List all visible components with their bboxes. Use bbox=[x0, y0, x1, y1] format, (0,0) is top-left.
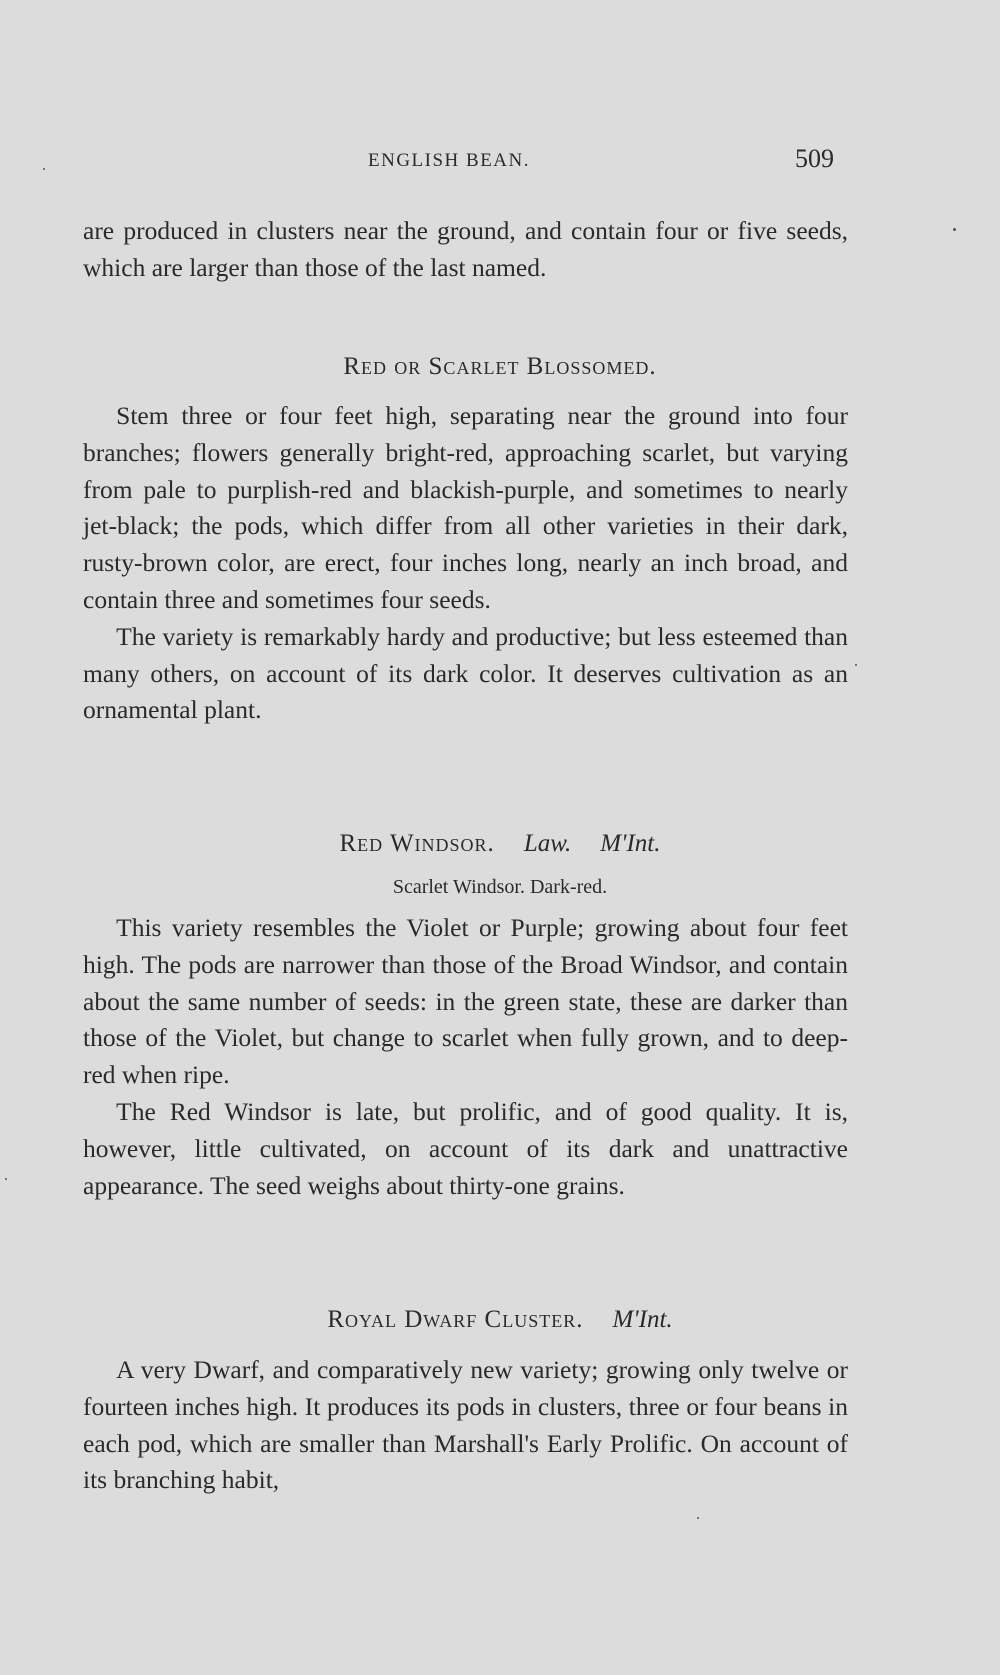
print-speck bbox=[43, 168, 45, 170]
authority: M'Int. bbox=[600, 830, 661, 857]
section-heading-red-scarlet bbox=[0, 353, 1000, 381]
paragraph: The variety is remarkably hardy and productive; but less esteemed than many others, on account of its dark color. It deserves cultivation as an ornamental plant. bbox=[83, 621, 848, 725]
continuation-paragraph: are produced in clusters near the ground, and contain four or five seeds, which are larger than those of the last named. bbox=[83, 216, 848, 282]
authority: Law. bbox=[523, 830, 572, 857]
page-number: 509 bbox=[795, 144, 834, 173]
continuation-block bbox=[83, 213, 848, 287]
section-title: Royal Dwarf Cluster. bbox=[327, 1306, 584, 1333]
paragraph: Stem three or four feet high, separating near the ground into four branches; flowers generally bright-red, approaching scarlet, but varying from pale to purplish-red and blackish-purple, and sometimes to nearly jet-black; the pods, which differ from all other varieties in their dark, rusty-brown color, are erect, four inches long, nearly an inch broad, and contain three and sometimes four seeds. bbox=[83, 401, 848, 614]
running-title: ENGLISH BEAN. bbox=[368, 150, 530, 171]
paragraph: This variety resembles the Violet or Purple; growing about four feet high. The pods are narrower than those of the Broad Windsor, and contain about the same number of seeds: in the green state, these are darker than those of the Violet, but change to scarlet when fully grown, and to deep-red when ripe. bbox=[83, 913, 848, 1090]
paragraph: A very Dwarf, and comparatively new variety; growing only twelve or fourteen inches high. It produces its pods in clusters, three or four beans in each pod, which are smaller than Marshall's Early Prolific. On account of its branching habit, bbox=[83, 1355, 848, 1495]
section-body-royal-dwarf bbox=[83, 1352, 848, 1499]
section-title: Red or Scarlet Blossomed. bbox=[343, 353, 657, 380]
section-title: Red Windsor. bbox=[339, 830, 495, 857]
print-speck bbox=[855, 664, 857, 666]
synonyms-red-windsor: Scarlet Windsor. Dark-red. bbox=[392, 876, 608, 898]
print-speck bbox=[953, 228, 956, 231]
print-speck bbox=[5, 1178, 7, 1180]
paragraph: The Red Windsor is late, but prolific, and of good quality. It is, however, little cultivated, on account of its dark and unattractive appearance. The seed weighs about thirty-one grains. bbox=[83, 1096, 848, 1200]
section-body-red-scarlet bbox=[83, 398, 848, 729]
section-heading-red-windsor bbox=[0, 830, 1000, 858]
section-body-red-windsor bbox=[83, 910, 848, 1204]
section-heading-royal-dwarf bbox=[0, 1306, 1000, 1334]
authority: M'Int. bbox=[612, 1306, 673, 1333]
running-head bbox=[0, 146, 1000, 176]
print-speck bbox=[697, 1517, 699, 1519]
